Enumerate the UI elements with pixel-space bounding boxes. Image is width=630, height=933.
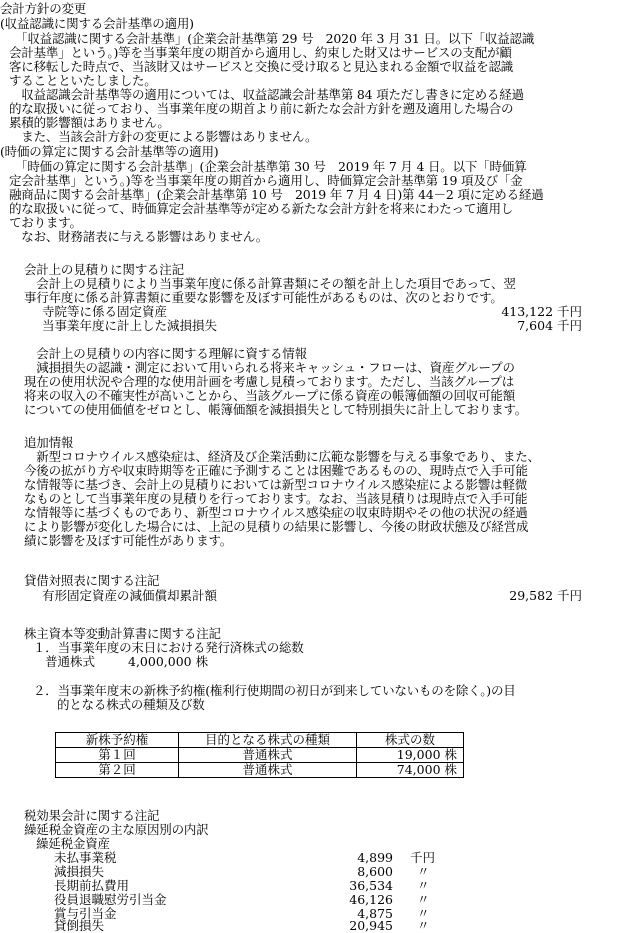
tax-row-amount: 4,899 bbox=[357, 850, 393, 865]
equity-title: 株主資本等変動計算書に関する注記 bbox=[24, 626, 221, 641]
tax-row-label: 減損損失 bbox=[54, 864, 105, 879]
tax-row-amount: 8,600 bbox=[357, 864, 393, 879]
tax-subtitle: 繰延税金資産の主な原因別の内訳 bbox=[24, 822, 209, 837]
balance-title: 貸借対照表に関する注記 bbox=[24, 573, 160, 588]
ditto-mark: 〃 bbox=[417, 864, 430, 879]
table-cell: 74,000 株 bbox=[357, 763, 464, 778]
table-cell: 19,000 株 bbox=[357, 748, 464, 763]
additional-line: 新型コロナウイルス感染症は、経済及び企業活動に広範な影響を与える事象であり、また、 bbox=[24, 449, 540, 464]
common-stock-value: 4,000,000 株 bbox=[128, 654, 209, 669]
fair-value-line: ております。 bbox=[9, 215, 82, 230]
fair-value-line: なお、財務諸表に与える影響はありません。 bbox=[9, 229, 269, 244]
additional-line: 績に影響を及ぼす可能性があります。 bbox=[24, 533, 233, 548]
revenue-heading: (収益認識に関する会計基準の適用) bbox=[0, 16, 194, 31]
revenue-line: 累積的影響額はありません。 bbox=[9, 115, 170, 130]
additional-line: な情報等に基づくものであり、新型コロナウイルス感染症の収束時期やその他の状況の経過 bbox=[24, 505, 528, 520]
tax-row-label: 貸倒損失 bbox=[54, 918, 105, 933]
table-cell: 第１回 bbox=[56, 748, 179, 763]
fair-value-line: 「時価の算定に関する会計基準」(企業会計基準第 30 号 2019 年 7 月 4 日。以下「時価算 bbox=[9, 159, 527, 174]
tax-row-label: 長期前払費用 bbox=[54, 878, 130, 893]
tax-group: 繰延税金資産 bbox=[36, 836, 110, 851]
revenue-line: また、当該会計方針の変更による影響はありません。 bbox=[9, 129, 318, 144]
estimates-info-line: 現在の使用状況や合理的な使用計画を考慮し見積っております。ただし、当該グループは bbox=[24, 374, 515, 389]
tax-unit: 千円 bbox=[410, 850, 436, 865]
table-cell: 第２回 bbox=[56, 763, 179, 778]
revenue-line: 的な取扱いに従っており、当事業年度の期首より前に新たな会計方針を遡及適用した場合の bbox=[9, 101, 514, 116]
ditto-mark: 〃 bbox=[417, 892, 430, 907]
additional-line: な情報等に基づき、会計上の見積りにおいては新型コロナウイルス感染症による影響は軽微 bbox=[24, 477, 528, 492]
estimate-item-label: 寺院等に係る固定資産 bbox=[42, 304, 168, 319]
revenue-line: 会計基準」という。)等を当事業年度の期首から適用し、約束した財又はサービスの支配が顧 bbox=[9, 45, 512, 60]
table-header: 新株予約権 bbox=[56, 733, 179, 748]
tax-row-label: 未払事業税 bbox=[54, 850, 117, 865]
equity-item1: １．当事業年度の末日における発行済株式の総数 bbox=[33, 640, 304, 655]
tax-row-amount: 20,945 bbox=[349, 918, 393, 933]
additional-title: 追加情報 bbox=[24, 435, 74, 450]
equity-item2-line: ２．当事業年度末の新株予約権(権利行使期間の初日が到来していないものを除く。)の目 bbox=[33, 683, 516, 698]
table-cell: 普通株式 bbox=[179, 763, 357, 778]
additional-line: により影響が変化した場合には、上記の見積りの結果に影響し、今後の財政状態及び経営成 bbox=[24, 519, 529, 534]
estimate-item-amount: 7,604 千円 bbox=[517, 318, 582, 333]
table-row bbox=[56, 748, 464, 763]
fair-value-line: 融商品に関する会計基準」(企業会計基準第 10 号 2019 年 7 月 4 日)第 44－2 項に定める経過 bbox=[9, 187, 544, 202]
tax-row-amount: 46,126 bbox=[349, 892, 393, 907]
fair-value-heading: (時価の算定に関する会計基準等の適用) bbox=[0, 144, 219, 159]
ditto-mark: 〃 bbox=[417, 878, 430, 893]
estimate-item-label: 当事業年度に計上した減損損失 bbox=[42, 318, 218, 333]
tax-row-label: 役員退職慰労引当金 bbox=[54, 892, 167, 907]
policy-title: 会計方針の変更 bbox=[0, 1, 87, 16]
revenue-line: 「収益認識に関する会計基準」(企業会計基準第 29 号 2020 年 3 月 31 日。以下「収益認識 bbox=[9, 31, 535, 46]
tax-row-amount: 36,534 bbox=[349, 878, 393, 893]
table-row bbox=[56, 763, 464, 778]
tax-row-label: 賞与引当金 bbox=[54, 906, 117, 921]
estimates-title: 会計上の見積りに関する注記 bbox=[24, 262, 184, 277]
estimates-info-title: 会計上の見積りの内容に関する理解に資する情報 bbox=[24, 346, 307, 361]
table-cell: 普通株式 bbox=[179, 748, 357, 763]
fair-value-line: 的な取扱いに従って、時価算定会計基準等が定める新たな会計方針を将来にわたって適用し bbox=[9, 201, 514, 216]
additional-line: なものとして当事業年度の見積りを行っております。なお、当該見積りは現時点で入手可能 bbox=[24, 491, 528, 506]
ditto-mark: 〃 bbox=[417, 918, 430, 933]
estimates-line: 事行年度に係る計算書類に重要な影響を及ぼす可能性があるものは、次のとおりです。 bbox=[24, 290, 503, 305]
revenue-line: することといたしました。 bbox=[9, 73, 157, 88]
stock-options-table bbox=[55, 732, 464, 778]
revenue-line: 客に移転した時点で、当該財又はサービスと交換に受け取ると見込まれる金額で収益を認識 bbox=[9, 59, 514, 74]
balance-label: 有形固定資産の減価償却累計額 bbox=[42, 588, 218, 603]
table-header-row bbox=[56, 733, 464, 748]
fair-value-line: 定会計基準」という。)等を当事業年度の期首から適用し、時価算定会計基準第 19 項及び「金 bbox=[9, 173, 523, 188]
table-header: 目的となる株式の種類 bbox=[179, 733, 357, 748]
estimates-info-line: についての使用価値をゼロとし、帳簿価額を減損損失として特別損失に計上しております。 bbox=[24, 402, 528, 417]
additional-line: 今後の拡がり方や収束時期等を正確に予測することは困難であるものの、現時点で入手可能 bbox=[24, 463, 528, 478]
balance-amount: 29,582 千円 bbox=[509, 588, 582, 603]
estimates-info-line: 減損損失の認識・測定において用いられる将来キャッシュ・フローは、資産グループの bbox=[24, 360, 515, 375]
ditto-mark: 〃 bbox=[417, 906, 430, 921]
tax-row-amount: 4,875 bbox=[357, 906, 393, 921]
estimate-item-amount: 413,122 千円 bbox=[501, 304, 582, 319]
revenue-line: 収益認識会計基準等の適用については、収益認識会計基準第 84 項ただし書きに定める経過 bbox=[9, 87, 524, 102]
table-header: 株式の数 bbox=[357, 733, 464, 748]
estimates-info-line: 将来の収入の不確実性が高いことから、当該グループに係る資産の帳簿価額の回収可能額 bbox=[24, 388, 516, 403]
estimates-line: 会計上の見積りにより当事業年度に係る計算書類にその額を計上した項目であって、翌 bbox=[24, 276, 516, 291]
equity-item2-line: 的となる株式の種類及び数 bbox=[57, 697, 205, 712]
tax-title: 税効果会計に関する注記 bbox=[24, 808, 160, 823]
common-stock-label: 普通株式 bbox=[45, 654, 96, 669]
